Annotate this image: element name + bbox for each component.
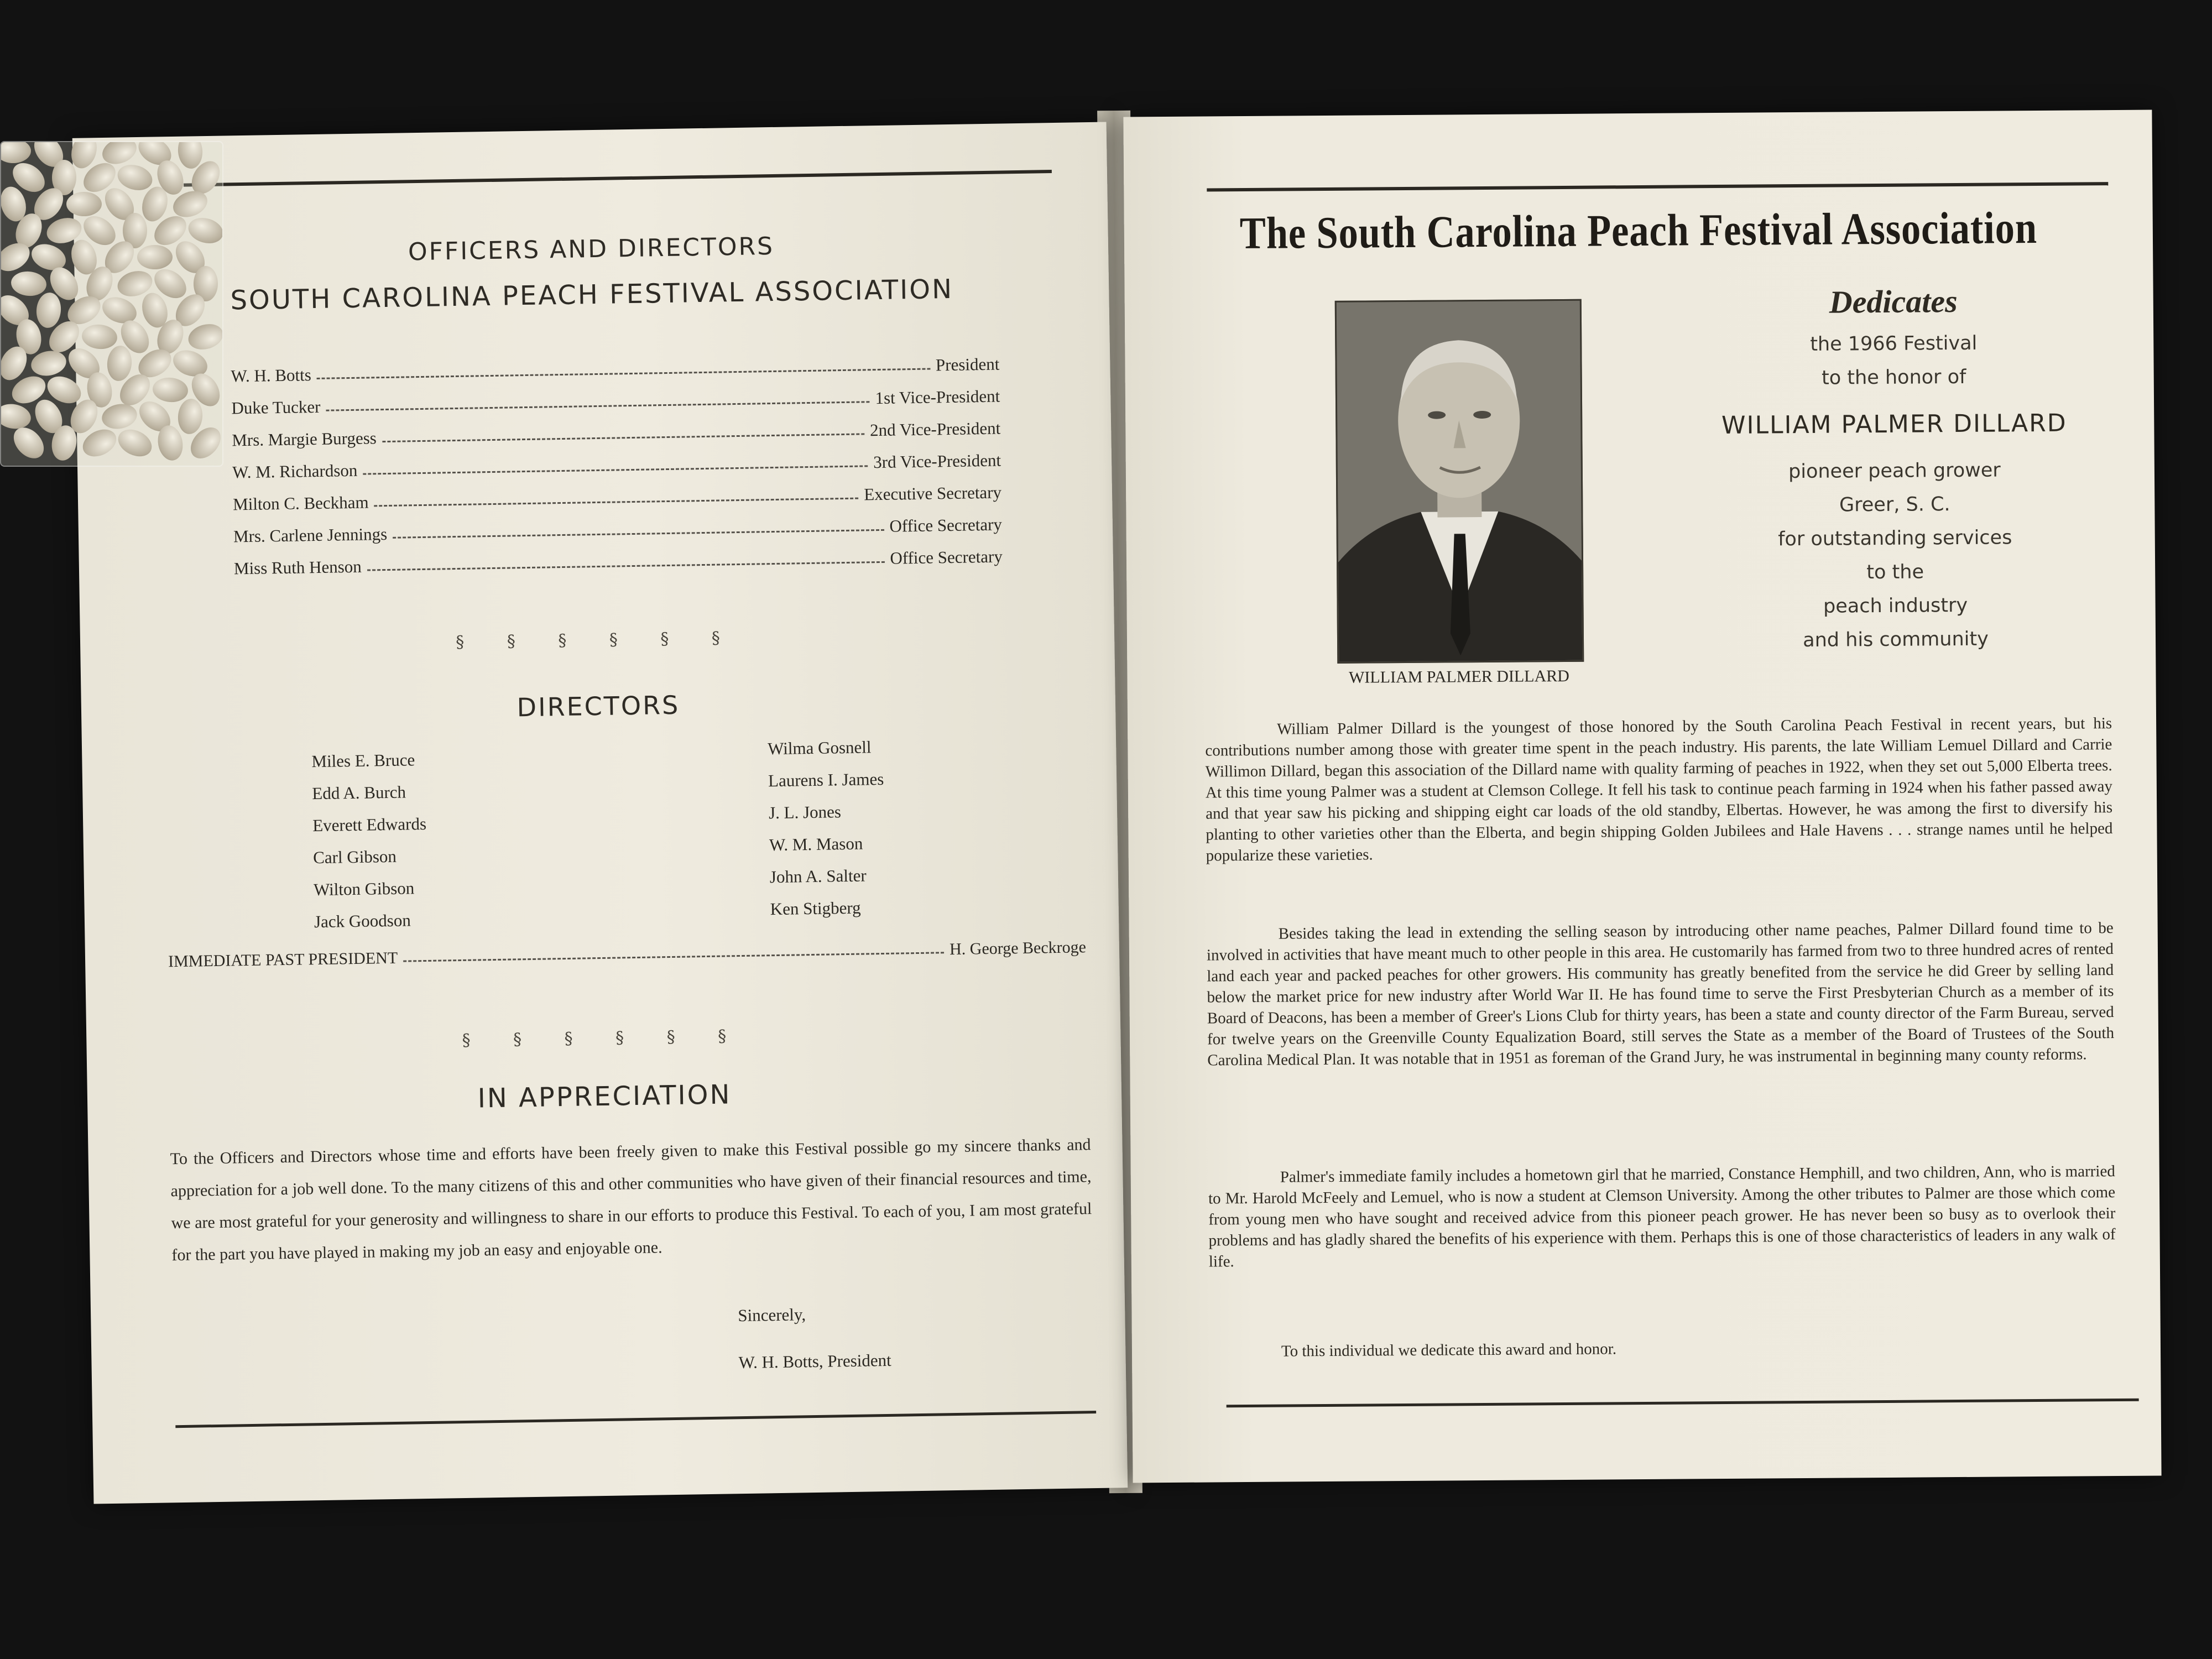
- right-page: [1123, 110, 2161, 1483]
- past-president-label: IMMEDIATE PAST PRESIDENT: [168, 948, 398, 971]
- photo-caption: WILLIAM PALMER DILLARD: [1348, 666, 1570, 687]
- dedication-line: for outstanding services: [1777, 526, 2012, 551]
- officer-name: Miss Ruth Henson: [233, 556, 362, 578]
- left-page: [72, 122, 1128, 1504]
- director-name: Carl Gibson: [312, 846, 397, 868]
- closing-line: To this individual we dedicate this award and honor.: [1281, 1340, 1617, 1360]
- dedication-line: peach industry: [1823, 594, 1968, 618]
- bean: [66, 192, 102, 216]
- dedication-line: the 1966 Festival: [1810, 332, 1978, 356]
- signature: W. H. Botts, President: [738, 1350, 892, 1373]
- dedication-line: Greer, S. C.: [1839, 493, 1950, 517]
- director-name: Wilma Gosnell: [767, 737, 872, 759]
- officer-name: Duke Tucker: [231, 397, 321, 418]
- bean: [185, 320, 223, 353]
- appreciation-heading: IN APPRECIATION: [477, 1079, 732, 1114]
- bean: [35, 291, 62, 329]
- dotted-leader: [403, 952, 944, 962]
- section-separator: § § § § § §: [456, 628, 739, 653]
- past-president-row: [168, 938, 1086, 971]
- biography-paragraph-2: Besides taking the lead in extending the selling season by introducing other name peaches, Palmer Dillard found time to be involved in activities that have meant much to other people in this area. He customarily has farmed from two to three hundred acres of rented land each year and packed peaches for other growers. His community has greatly benefited from the service he did Greer by selling land below the market price for new industry after World War II. He has found time to serve the First Presbyterian Church as a member of its Board of Deacons, has been a member of Greer's Lions Club for thirty years, has been a state and county director of the Farm Bureau, served for twelve years on the Greenville County Equalization Board, still serves the State as a member of the Board of Trustees of the South Carolina Medical Plan. It was notable that in 1951 as foreman of the Grand Jury, he was instrumental in beginning many county reforms.: [1206, 919, 2115, 1070]
- bean: [114, 424, 156, 462]
- director-name: Edd A. Burch: [312, 782, 406, 804]
- bean: [10, 270, 48, 297]
- director-name: Everett Edwards: [312, 813, 427, 836]
- section-separator-2: § § § § § §: [462, 1026, 745, 1050]
- dedication-lines-b: [1718, 453, 2073, 658]
- director-name: Wilton Gibson: [313, 878, 415, 900]
- director-name: Jack Goodson: [314, 910, 411, 932]
- officer-role: Office Secretary: [890, 546, 1003, 568]
- bean: [81, 323, 118, 350]
- dedication-line: to the honor of: [1821, 366, 1966, 389]
- bean: [137, 245, 173, 269]
- past-president-name: H. George Beckroge: [949, 938, 1087, 959]
- appreciation-text: To the Officers and Directors whose time and efforts have been freely given to make this Festival possible go my sincere thanks and appreciation for a job well done. To the many citizens of this and other communities who have given of their financial resources and time, we are most grateful for your generosity and willingness to share in our efforts to produce this Festival. To each of you, I am most grateful for the part you have played in making my job an easy and enjoyable one.: [170, 1135, 1092, 1265]
- bean: [0, 141, 31, 163]
- officer-role: 3rd Vice-President: [873, 450, 1001, 472]
- bottom-rule: [175, 1411, 1096, 1428]
- dotted-leader: [367, 561, 885, 571]
- closing: Sincerely,: [738, 1305, 806, 1326]
- officers-heading: OFFICERS AND DIRECTORS: [408, 232, 775, 267]
- biography-paragraph-1: William Palmer Dillard is the youngest of those honored by the South Carolina Peach Festival in recent years, but his contributions number among those with greater time spent in the peach industry. His parents, the late William Lemuel Dillard and Carrie Willimon Dillard, began this association of the Dillard name with quality farming of peaches in 1922, when they set out 5,000 Elberta trees. At this time young Palmer was a student at Clemson College. It fell his task to continue peach farming in 1924 when his father passed away and that year saw his picking and shipping eight car loads of the old standby, Elbertas. However, he was among the first to diversify his planting to other varieties other than the Elberta, and begin shipping Golden Jubilees and Hale Havens . . . strange names until he helped popularize these varieties.: [1205, 714, 2113, 865]
- dedication-lines-a: [1717, 326, 2071, 396]
- director-name: John A. Salter: [769, 865, 867, 887]
- officer-role: 1st Vice-President: [875, 386, 1000, 408]
- biography-paragraph-3: Palmer's immediate family includes a hometown girl that he married, Constance Hemphill, and two children, Ann, who is married to Mr. Harold McFeely and Lemuel, who is now a student at Clemson University. Among the other tributes to Palmer are those which come from young men who have sought and received advice from this pioneer peach grower. He has never been so busy as to overlook their problems and has gladly shared the benefits of his experience with them. Perhaps this is one of those characteristics of leaders in any walk of life.: [1208, 1162, 2116, 1271]
- bean: [106, 345, 133, 382]
- officer-name: W. M. Richardson: [232, 460, 358, 482]
- bean-bag: [0, 141, 223, 467]
- top-rule-right: [1207, 182, 2108, 191]
- bean: [152, 376, 189, 403]
- dedication-line: to the: [1866, 561, 1924, 584]
- bean: [176, 398, 204, 435]
- director-name: Miles E. Bruce: [311, 750, 415, 771]
- officer-role: Executive Secretary: [864, 482, 1002, 504]
- officer-role: 2nd Vice-President: [869, 418, 1001, 440]
- officer-name: Mrs. Margie Burgess: [232, 428, 377, 450]
- dedication-line: pioneer peach grower: [1788, 459, 2001, 483]
- bean: [0, 401, 33, 431]
- director-name: Laurens I. James: [768, 769, 884, 791]
- association-heading: SOUTH CAROLINA PEACH FESTIVAL ASSOCIATION: [230, 273, 954, 316]
- officer-role: Office Secretary: [889, 514, 1003, 536]
- portrait-photo: [1335, 299, 1584, 664]
- association-title: The South Carolina Peach Festival Association: [1239, 202, 2038, 259]
- dedication-line: and his community: [1803, 628, 1989, 651]
- officer-name: Milton C. Beckham: [232, 492, 369, 514]
- directors-heading: DIRECTORS: [517, 690, 680, 723]
- dedicates-heading: Dedicates: [1829, 283, 1958, 320]
- portrait-illustration: [1337, 301, 1583, 662]
- director-name: W. M. Mason: [769, 833, 863, 855]
- top-rule: [184, 170, 1052, 187]
- director-name: J. L. Jones: [768, 802, 842, 823]
- bottom-rule-right: [1227, 1399, 2139, 1408]
- directors-right-column: [768, 731, 886, 925]
- officer-role: President: [935, 354, 1000, 375]
- directors-left-column: [311, 744, 428, 938]
- director-name: Ken Stigberg: [770, 898, 861, 919]
- officer-name: Mrs. Carlene Jennings: [233, 524, 388, 546]
- honoree-name: WILLIAM PALMER DILLARD: [1721, 409, 2067, 440]
- officer-name: W. H. Botts: [231, 365, 312, 386]
